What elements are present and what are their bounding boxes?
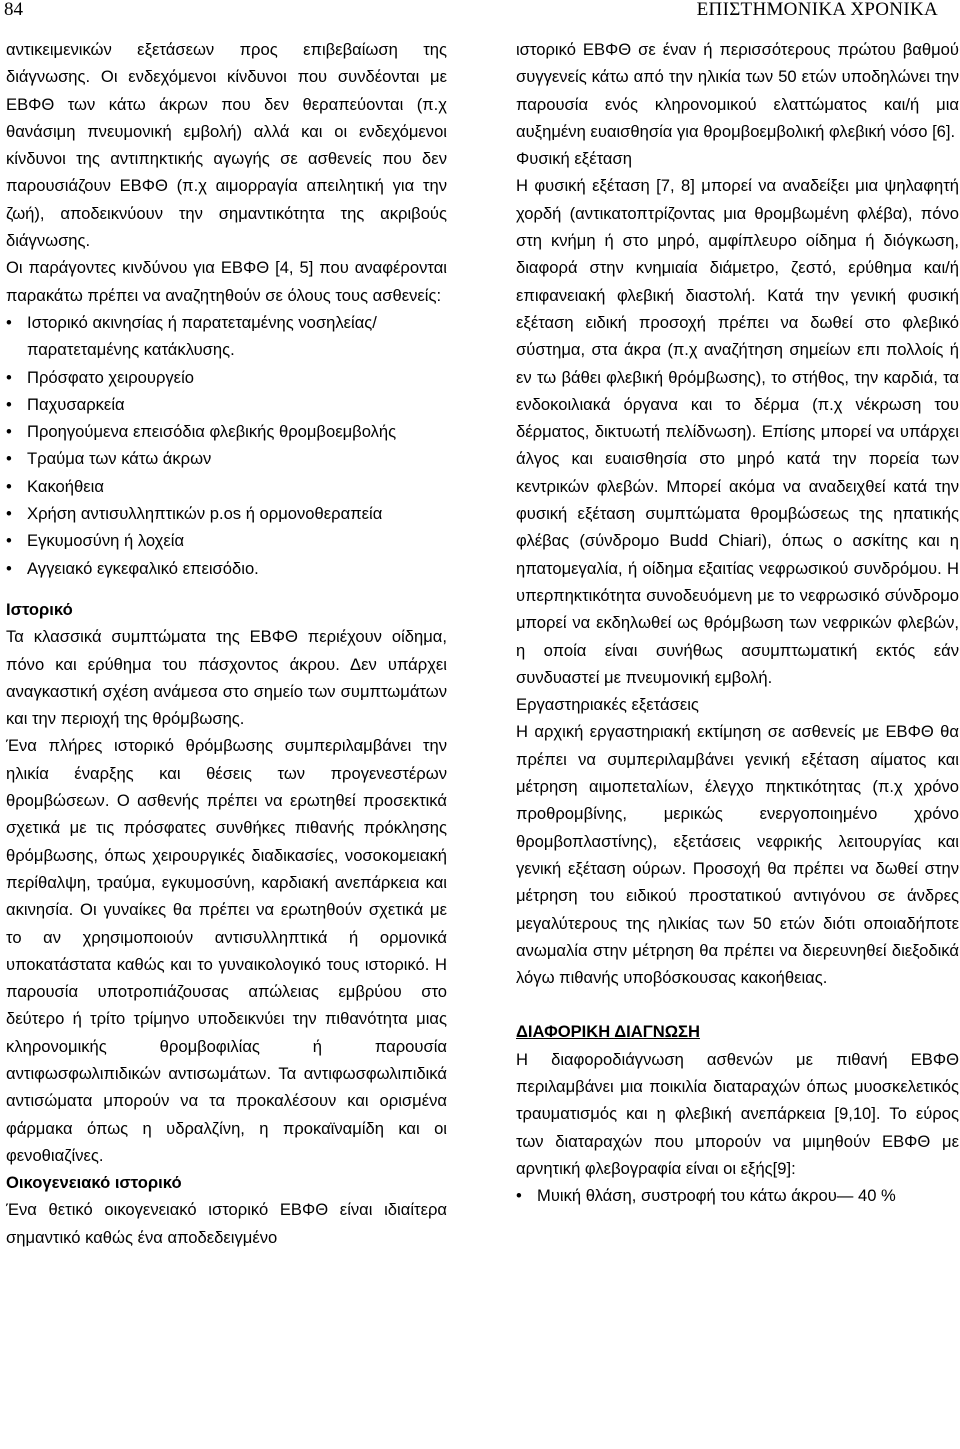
list-item: • Πρόσφατο χειρουργείο [6,364,447,391]
list-item: • Εγκυμοσύνη ή λοχεία [6,527,447,554]
list-item: • Προηγούμενα επεισόδια φλεβικής θρομβοεμβολής [6,418,447,445]
list-item: • Κακοήθεια [6,473,447,500]
paragraph-history-2: Ένα πλήρες ιστορικό θρόμβωσης συμπεριλαμβάνει την ηλικία έναρξης και θέσεις των προγενεστέρων θρομβώσεων. Ο ασθενής πρέπει να ερωτηθεί προσεκτικά σχετικά με τις πρόσφατες συνθήκες πιθανής πρόκλησης θρόμβωσης, όπως χειρουργικές διαδικασίες, νοσοκομειακή περίθαλψη, τραύμα, εγκυμοσύνη, καρδιακή ανεπάρκεια και ακινησία. Οι γυναίκες θα πρέπει να ερωτηθούν σχετικά με το αν χρησιμοποιούν αντισυλληπτικά ή ορμονικά υποκατάστατα καθώς και το γυναικολογικό τους ιστορικό. Η παρουσία υποτροπιάζουσας απώλειας εμβρύου στο δεύτερο ή τρίτο τρίμηνο υποδεικνύει την πιθανότητα μιας κληρονομικής θρομβοφιλίας ή παρουσία αντιφωσφωλιπιδικών αντισωμάτων. Τα αντιφωσφωλιπιδικά αντισώματα μπορούν να τα προκαλέσουν και ορισμένα φάρμακα όπως η υδραλζίνη, η προκαϊναμίδη και οι φενοθιαζίνες. [6,736,447,1165]
heading-lab-tests: Εργαστηριακές εξετάσεις [516,695,699,715]
risk-factor-list [6,309,447,582]
paragraph-history-1: Τα κλασσικά συμπτώματα της ΕΒΦΘ περιέχουν οίδημα, πόνο και ερύθημα του πάσχοντος άκρου. Δεν υπάρχει αναγκαστική σχέση ανάμεσα στο σημείο των συμπτωμάτων και την περιοχή της θρόμβωσης. [6,627,447,729]
list-item: • Μυική θλάση, συστροφή του κάτω άκρου— 40 % [516,1182,959,1209]
paragraph-family-history: Ένα θετικό οικογενειακό ιστορικό ΕΒΦΘ είναι ιδιαίτερα σημαντικό καθώς ένα αποδεδειγμένο [6,1200,447,1247]
paragraph-risk-factors: Οι παράγοντες κινδύνου για ΕΒΦΘ [4, 5] που αναφέρονται παρακάτω πρέπει να αναζητηθούν σε όλους τους ασθενείς: [6,258,447,305]
left-column [6,36,447,1251]
list-item: • Τραύμα των κάτω άκρων [6,445,447,472]
spacer [516,991,959,1018]
list-item: • Χρήση αντισυλληπτικών p.os ή ορμονοθεραπεία [6,500,447,527]
page-number: 84 [4,0,23,20]
paragraph-differential: Η διαφοροδιάγνωση ασθενών με πιθανή ΕΒΦΘ περιλαμβάνει μια ποικιλία διαταραχών όπως μυοσκελετικός τραυματισμός και η φλεβική ανεπάρκεια [9,10]. Το εύρος των διαταραχών που μπορούν να μιμηθούν ΕΒΦΘ με αρνητική φλεβογραφία είναι οι εξής[9]: [516,1049,959,1178]
heading-history: Ιστορικό [6,599,73,619]
paragraph-intro: αντικειμενικών εξετάσεων προς επιβεβαίωση της διάγνωσης. Οι ενδεχόμενοι κίνδυνοι που συνδέονται με ΕΒΦΘ των κάτω άκρων που δεν θεραπεύονται (π.χ θανάσιμη πνευμονική εμβολή) αλλά και οι ενδεχόμενοι κίνδυνοι της αντιπηκτικής αγωγής σε ασθενείς που δεν παρουσιάζουν ΕΒΦΘ (π.χ αιμορραγία απειλητική για την ζωή), αποδεικνύουν την σημαντικότητα της ακριβούς διάγνωσης. [6,40,447,251]
heading-family-history: Οικογενειακό ιστορικό [6,1173,182,1193]
journal-title: ΕΠΙΣΤΗΜΟΝΙΚΑ ΧΡΟΝΙΚΑ [696,0,938,20]
heading-physical-exam: Φυσική εξέταση [516,149,632,169]
list-item: • Ιστορικό ακινησίας ή παρατεταμένης νοσηλείας/παρατεταμένης κατάκλυσης. [6,309,447,364]
paragraph-family-history-cont: ιστορικό ΕΒΦΘ σε έναν ή περισσότερους πρώτου βαθμού συγγενείς κάτω από την ηλικία των 50 ετών υποδηλώνει την παρουσία ενός κληρονομικού ελαττώματος και/ή μια αυξημένη ευαισθησία για θρομβοεμβολική φλεβική νόσο [6]. [516,40,959,141]
list-item: • Αγγειακό εγκεφαλικό επεισόδιο. [6,555,447,582]
differential-list [516,1182,959,1209]
spacer [6,582,447,596]
paragraph-lab-tests: Η αρχική εργαστηριακή εκτίμηση σε ασθενείς με ΕΒΦΘ θα πρέπει να συμπεριλαμβάνει γενική εξέταση αίματος και μέτρηση αιμοπεταλίων, έλεγχο πηκτικότητας (π.χ χρόνο προθρομβίνης, μερικώς ενεργοποιημένο χρόνο θρομβοπλαστίνης), εξετάσεις νεφρικής λειτουργίας και γενική εξέταση ούρων. Προσοχή θα πρέπει να δωθεί στην μέτρηση του ειδικού προστατικού αντιγόνου σε άνδρες μεγαλύτερους της ηλικίας των 50 ετών διότι οποιαδήποτε ανωμαλία στην μέτρηση θα πρέπει να διερευνηθεί διεξοδικά λόγω πιθανής υποβόσκουσας κακοήθειας. [516,722,959,988]
paragraph-physical-exam: Η φυσική εξέταση [7, 8] μπορεί να αναδείξει μια ψηλαφητή χορδή (αντικατοπτρίζοντας μια θρομβωμένη φλέβα), πόνο στη κνήμη ή στο μηρό, αμφίπλευρο οίδημα ή διόγκωση, διαφορά στην κνημιαία διάμετρο, ζεστό, ερύθημα και/ή επιφανειακή φλεβική διαστολή. Κατά την γενική φυσική εξέταση ειδική προσοχή πρέπει να δωθεί στο φλεβικό σύστημα, στα άκρα (π.χ αναζήτηση σημείων επι πολλοίς ή εν τω βάθει φλεβική θρόμβωσης), το στήθος, την καρδιά, τα ενδοκοιλιακά όργανα και το δέρμα (π.χ νέκρωση του δέρματος, δικτυωτή πελίδνωση). Επίσης μπορεί να υπάρχει άλγος και ευαισθησία στο μηρό κατά την πορεία των κεντρικών φλεβών. Μπορεί ακόμα να αναδειχθεί κατά την φυσική εξέταση συμπτώματα θρομβώσεως της ηπατικής φλέβας (σύνδρομο Budd Chiari), όπως ο ασκίτης και η ηπατομεγαλία, ή οίδημα εξαιτίας νεφρωσικού συνδρόμου. Η υπερπηκτικότητα συνοδευόμενη με το νεφρωσικό σύνδρομο μπορεί να εκδηλωθεί ως θρόμβωση των νεφρικών φλεβών, η οποία είναι συνήθως ασυμπτωματική εκτός εάν συνδυαστεί με πνευμονική εμβολή. [516,176,959,687]
list-item: • Παχυσαρκεία [6,391,447,418]
heading-differential-diagnosis: ΔΙΑΦΟΡΙΚΗ ΔΙΑΓΝΩΣΗ [516,1022,700,1042]
right-column [516,36,959,1209]
